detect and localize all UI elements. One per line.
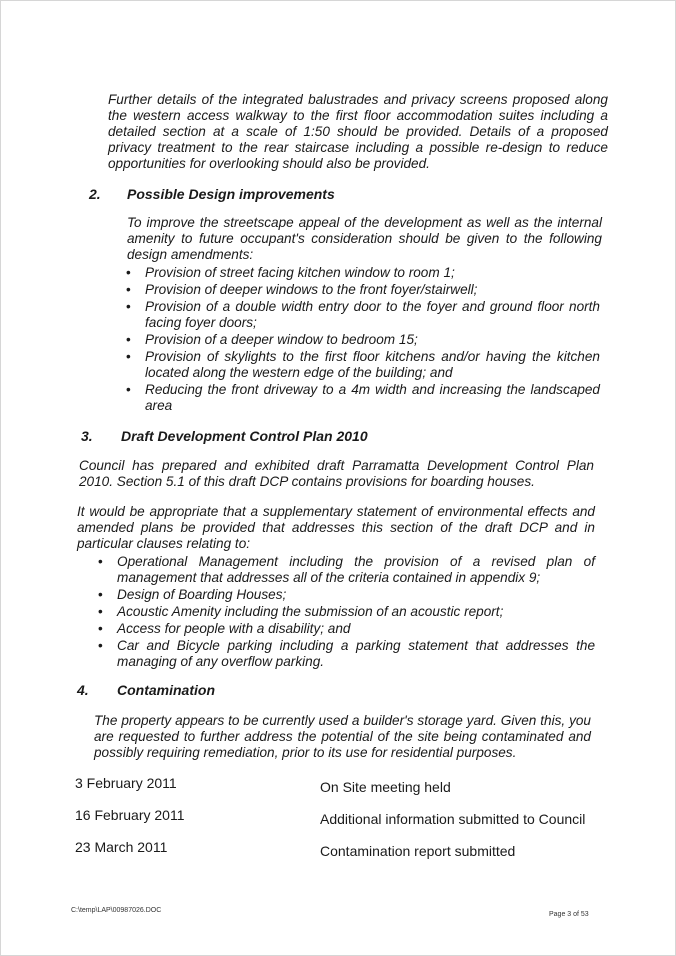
list-item [123, 332, 600, 348]
list-item-text: Acoustic Amenity including the submission of an acoustic report; [117, 604, 504, 619]
list-item [123, 299, 600, 331]
list-item-text: Provision of a double width entry door to the foyer and ground floor north facing foyer doors; [145, 299, 600, 330]
timeline-event: Additional information submitted to Council [320, 811, 586, 827]
list-item-text: Operational Management including the provision of a revised plan of management that addresses all of the criteria contained in appendix 9; [117, 554, 595, 585]
bullet-icon: • [126, 265, 131, 280]
section-heading [77, 682, 597, 700]
bullet-icon: • [98, 621, 103, 636]
list-item-text: Reducing the front driveway to a 4m width and increasing the landscaped area [145, 382, 600, 413]
list-item [95, 604, 595, 620]
timeline-row [75, 771, 595, 803]
list-item-text: Provision of deeper windows to the front foyer/stairwell; [145, 282, 478, 297]
section-paragraph: The property appears to be currently used a builder's storage yard. Given this, you are requested to further address the potential of the site being contaminated and possibly requiring remediation, prior to its use for residential purposes. [94, 713, 591, 760]
bullet-icon: • [98, 604, 103, 619]
section-number: 2. [89, 186, 101, 202]
section-paragraph: To improve the streetscape appeal of the development as well as the internal amenity to future occupant's consideration should be given to the following design amendments: [127, 215, 602, 262]
timeline-row [75, 835, 595, 867]
timeline-date: 23 March 2011 [75, 839, 168, 855]
list-item-text: Design of Boarding Houses; [117, 587, 287, 602]
bullet-icon: • [126, 282, 131, 297]
footer-page-number: Page 3 of 53 [549, 911, 589, 918]
list-item [95, 554, 595, 586]
list-item [123, 382, 600, 414]
list-item [95, 621, 595, 637]
timeline-list [75, 771, 595, 867]
section-number: 3. [81, 428, 93, 444]
intro-paragraph: Further details of the integrated balustrades and privacy screens proposed along the western access walkway to the first floor accommodation suites including a detailed section at a scale of 1:50 should be provided. Details of a proposed privacy treatment to the rear staircase including a possible re-design to reduce opportunities for overlooking should also be provided. [108, 92, 608, 171]
footer-file-path: C:\temp\LAP\00987026.DOC [71, 907, 162, 914]
bullet-icon: • [126, 332, 131, 347]
bullet-list [95, 554, 595, 671]
timeline-row [75, 803, 595, 835]
list-item-text: Provision of street facing kitchen window to room 1; [145, 265, 455, 280]
bullet-icon: • [98, 638, 103, 653]
section-number: 4. [77, 682, 89, 698]
section-heading [81, 428, 601, 446]
section-paragraph: Council has prepared and exhibited draft Parramatta Development Control Plan 2010. Section 5.1 of this draft DCP contains provisions for boarding houses. [79, 458, 594, 489]
timeline-event: On Site meeting held [320, 779, 451, 795]
timeline-date: 16 February 2011 [75, 807, 185, 823]
section-title: Possible Design improvements [127, 186, 335, 202]
list-item-text: Access for people with a disability; and [117, 621, 351, 636]
bullet-icon: • [98, 587, 103, 602]
bullet-icon: • [98, 554, 103, 569]
list-item-text: Provision of a deeper window to bedroom 15; [145, 332, 418, 347]
bullet-list [123, 265, 600, 415]
list-item-text: Car and Bicycle parking including a parking statement that addresses the managing of any overflow parking. [117, 638, 595, 669]
list-item [123, 265, 600, 281]
list-item [123, 349, 600, 381]
section-title: Contamination [117, 682, 215, 698]
list-item [95, 587, 595, 603]
list-item [95, 638, 595, 670]
timeline-date: 3 February 2011 [75, 775, 177, 791]
section-heading [89, 186, 609, 204]
section-paragraph: It would be appropriate that a supplementary statement of environmental effects and amended plans be provided that addresses this section of the draft DCP and in particular clauses relating to: [77, 504, 595, 551]
bullet-icon: • [126, 299, 131, 314]
bullet-icon: • [126, 349, 131, 364]
list-item [123, 282, 600, 298]
timeline-event: Contamination report submitted [320, 843, 516, 859]
section-title: Draft Development Control Plan 2010 [121, 428, 368, 444]
bullet-icon: • [126, 382, 131, 397]
list-item-text: Provision of skylights to the first floor kitchens and/or having the kitchen located along the western edge of the building; and [145, 349, 600, 380]
